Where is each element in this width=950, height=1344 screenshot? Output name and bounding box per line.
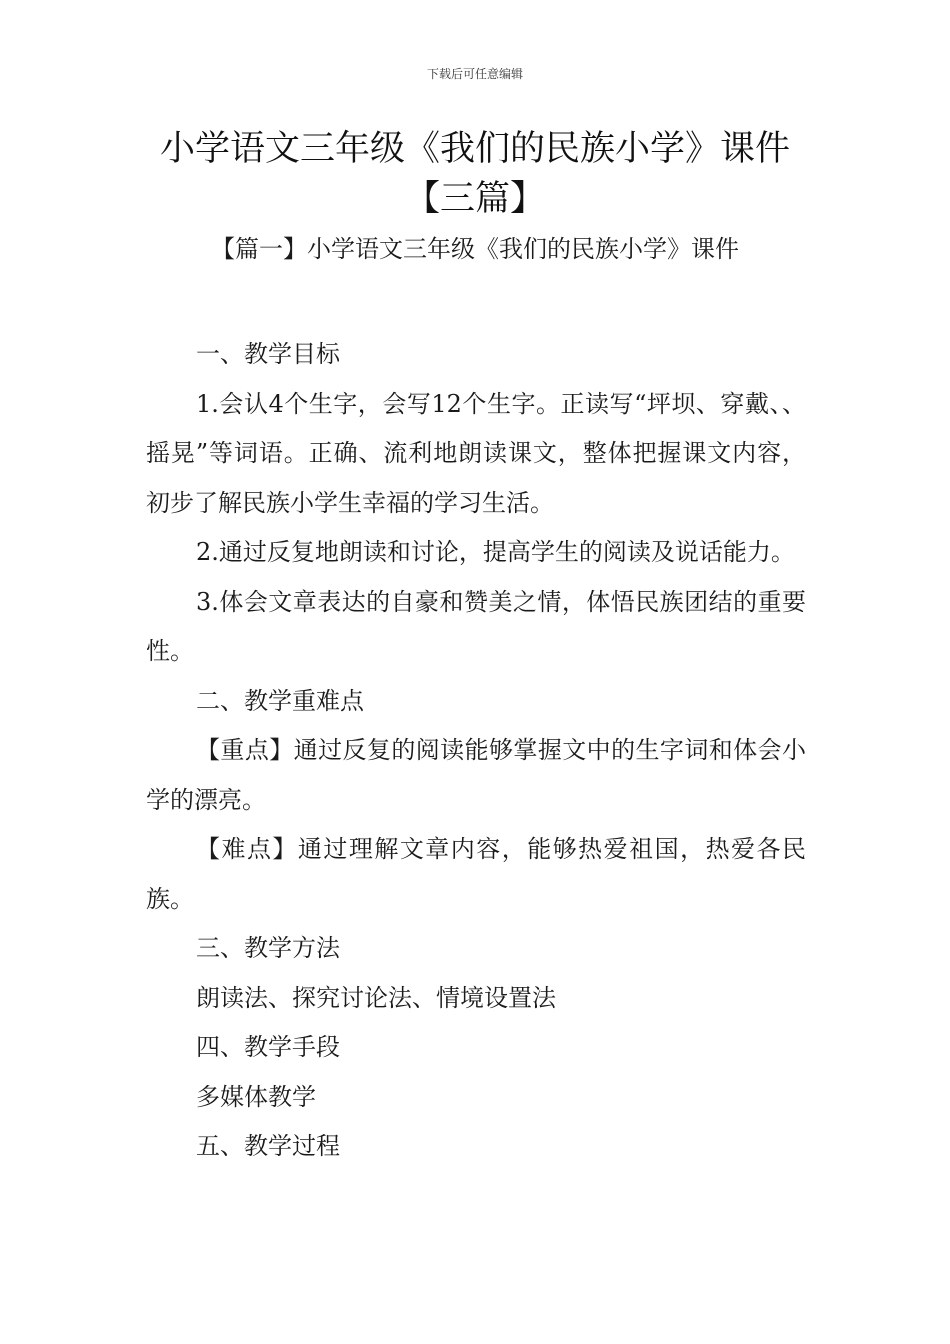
section-subtitle: 【篇一】小学语文三年级《我们的民族小学》课件 bbox=[211, 235, 739, 263]
difficult-point-text: 【难点】通过理解文章内容，能够热爱祖国，热爱各民族。 bbox=[146, 835, 806, 913]
header-note: 下载后可任意编辑 bbox=[426, 67, 523, 81]
document-title-line-1: 小学语文三年级《我们的民族小学》课件 bbox=[159, 129, 790, 169]
goal-item-3: 3.体会文章表达的自豪和赞美之情，体悟民族团结的重要性。 bbox=[146, 587, 806, 665]
goal-item-2: 2.通过反复地朗读和讨论，提高学生的阅读及说话能力。 bbox=[196, 538, 795, 566]
teaching-methods-text: 朗读法、探究讨论法、情境设置法 bbox=[196, 983, 556, 1012]
heading-teaching-means: 四、教学手段 bbox=[196, 1033, 340, 1061]
document-title-line-2: 【三篇】 bbox=[404, 179, 545, 219]
teaching-means-text: 多媒体教学 bbox=[196, 1082, 316, 1111]
heading-teaching-methods: 三、教学方法 bbox=[196, 934, 340, 962]
key-point-text: 【重点】通过反复的阅读能够掌握文中的生字词和体会小学的漂亮。 bbox=[146, 736, 806, 814]
document-body bbox=[146, 330, 806, 1172]
goal-item-1: 1.会认4个生字，会写12个生字。正读写“坪坝、穿戴、、摇晃”等词语。正确、流利地朗读课文，整体把握课文内容，初步了解民族小学生幸福的学习生活。 bbox=[146, 389, 806, 517]
document-title bbox=[110, 124, 840, 224]
heading-key-points: 二、教学重难点 bbox=[196, 686, 364, 715]
heading-teaching-process: 五、教学过程 bbox=[196, 1132, 340, 1160]
heading-teaching-goals: 一、教学目标 bbox=[196, 340, 340, 368]
